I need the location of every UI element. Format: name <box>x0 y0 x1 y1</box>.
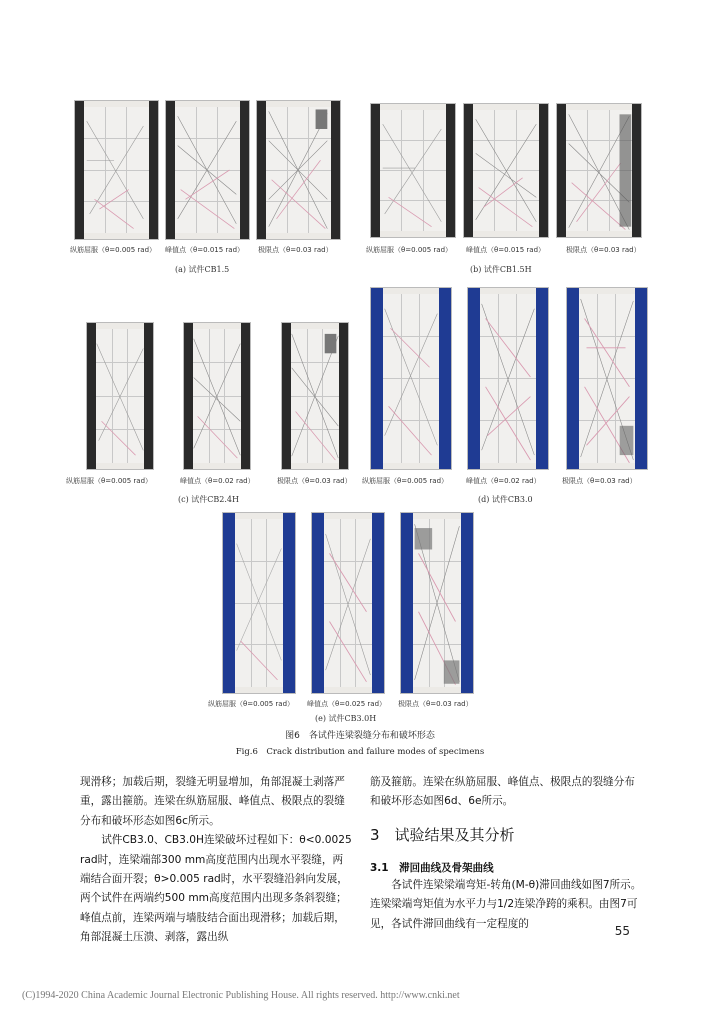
left-paragraph-1: 现滑移；加载后期，裂缝无明显增加，角部混凝土剥落严重，露出箍筋。连梁在纵筋屈服、峰值点、极限点的裂缝分布和破坏形态如图6c所示。 <box>80 776 345 827</box>
photo-b2 <box>463 103 549 238</box>
photo-a3 <box>256 100 341 240</box>
photo-c3 <box>281 322 349 470</box>
photo-a2 <box>165 100 250 240</box>
left-paragraph-2: 试件CB3.0、CB3.0H连梁破坏过程如下：θ<0.0025 rad时，连梁端部300 mm高度范围内出现水平裂缝，两端结合面开裂；θ>0.005 rad时，水平裂缝沿斜向发展，两个试件在两端约500 mm高度范围内出现多条斜裂缝；峰值点前，连梁两端与墙肢结合面出现滑移；加载后期，角部混凝土压溃、剥落，露出纵 <box>80 834 352 944</box>
photo-e1 <box>222 512 296 694</box>
caption-d2: 峰值点（θ=0.02 rad） <box>466 477 541 485</box>
left-column <box>80 773 352 948</box>
section-heading: 3 试验结果及其分析 <box>370 826 515 844</box>
group-label-a: (a) 试件CB1.5 <box>175 265 230 274</box>
caption-d1: 纵筋屈服（θ=0.005 rad） <box>362 477 449 485</box>
caption-c2: 峰值点（θ=0.02 rad） <box>180 477 255 485</box>
photo-b1 <box>370 103 456 238</box>
caption-b1: 纵筋屈服（θ=0.005 rad） <box>366 246 453 254</box>
photo-b3 <box>556 103 642 238</box>
group-label-e: (e) 试件CB3.0H <box>315 714 377 723</box>
subsection-heading: 3.1 滞回曲线及骨架曲线 <box>370 862 494 874</box>
photo-d3 <box>566 287 648 470</box>
copyright-footer: (C)1994-2020 China Academic Journal Electronic Publishing House. All rights reserved. http://www.cnki.net <box>22 990 460 1001</box>
figure-title-zh: 图6 各试件连梁裂缝分布和破坏形态 <box>285 731 435 741</box>
photo-a1 <box>74 100 159 240</box>
caption-e1: 纵筋屈服（θ=0.005 rad） <box>208 700 295 708</box>
caption-a3: 极限点（θ=0.03 rad） <box>258 246 333 254</box>
figure-title-en: Fig.6 Crack distribution and failure modes of specimens <box>235 747 485 757</box>
group-label-c: (c) 试件CB2.4H <box>178 495 239 504</box>
photo-c2 <box>183 322 251 470</box>
photo-c1 <box>86 322 154 470</box>
photo-d1 <box>370 287 452 470</box>
caption-e2: 峰值点（θ=0.025 rad） <box>307 700 387 708</box>
caption-a1: 纵筋屈服（θ=0.005 rad） <box>70 246 157 254</box>
page-number: 55 <box>614 924 630 938</box>
photo-e2 <box>311 512 385 694</box>
right-paragraph-2: 各试件连梁梁端弯矩-转角(M-θ)滞回曲线如图7所示。连梁梁端弯矩值为水平力与1/2连梁净跨的乘积。由图7可见，各试件滞回曲线有一定程度的 <box>370 879 642 930</box>
caption-c1: 纵筋屈服（θ=0.005 rad） <box>66 477 153 485</box>
caption-c3: 极限点（θ=0.03 rad） <box>277 477 352 485</box>
caption-b2: 峰值点（θ=0.015 rad） <box>466 246 546 254</box>
caption-e3: 极限点（θ=0.03 rad） <box>398 700 473 708</box>
group-label-b: (b) 试件CB1.5H <box>470 265 532 274</box>
photo-d2 <box>467 287 549 470</box>
caption-b3: 极限点（θ=0.03 rad） <box>566 246 641 254</box>
group-label-d: (d) 试件CB3.0 <box>478 495 533 504</box>
caption-a2: 峰值点（θ=0.015 rad） <box>165 246 245 254</box>
right-paragraph-1: 筋及箍筋。连梁在纵筋屈服、峰值点、极限点的裂缝分布和破坏形态如图6d、6e所示。 <box>370 776 635 808</box>
caption-d3: 极限点（θ=0.03 rad） <box>562 477 637 485</box>
photo-e3 <box>400 512 474 694</box>
